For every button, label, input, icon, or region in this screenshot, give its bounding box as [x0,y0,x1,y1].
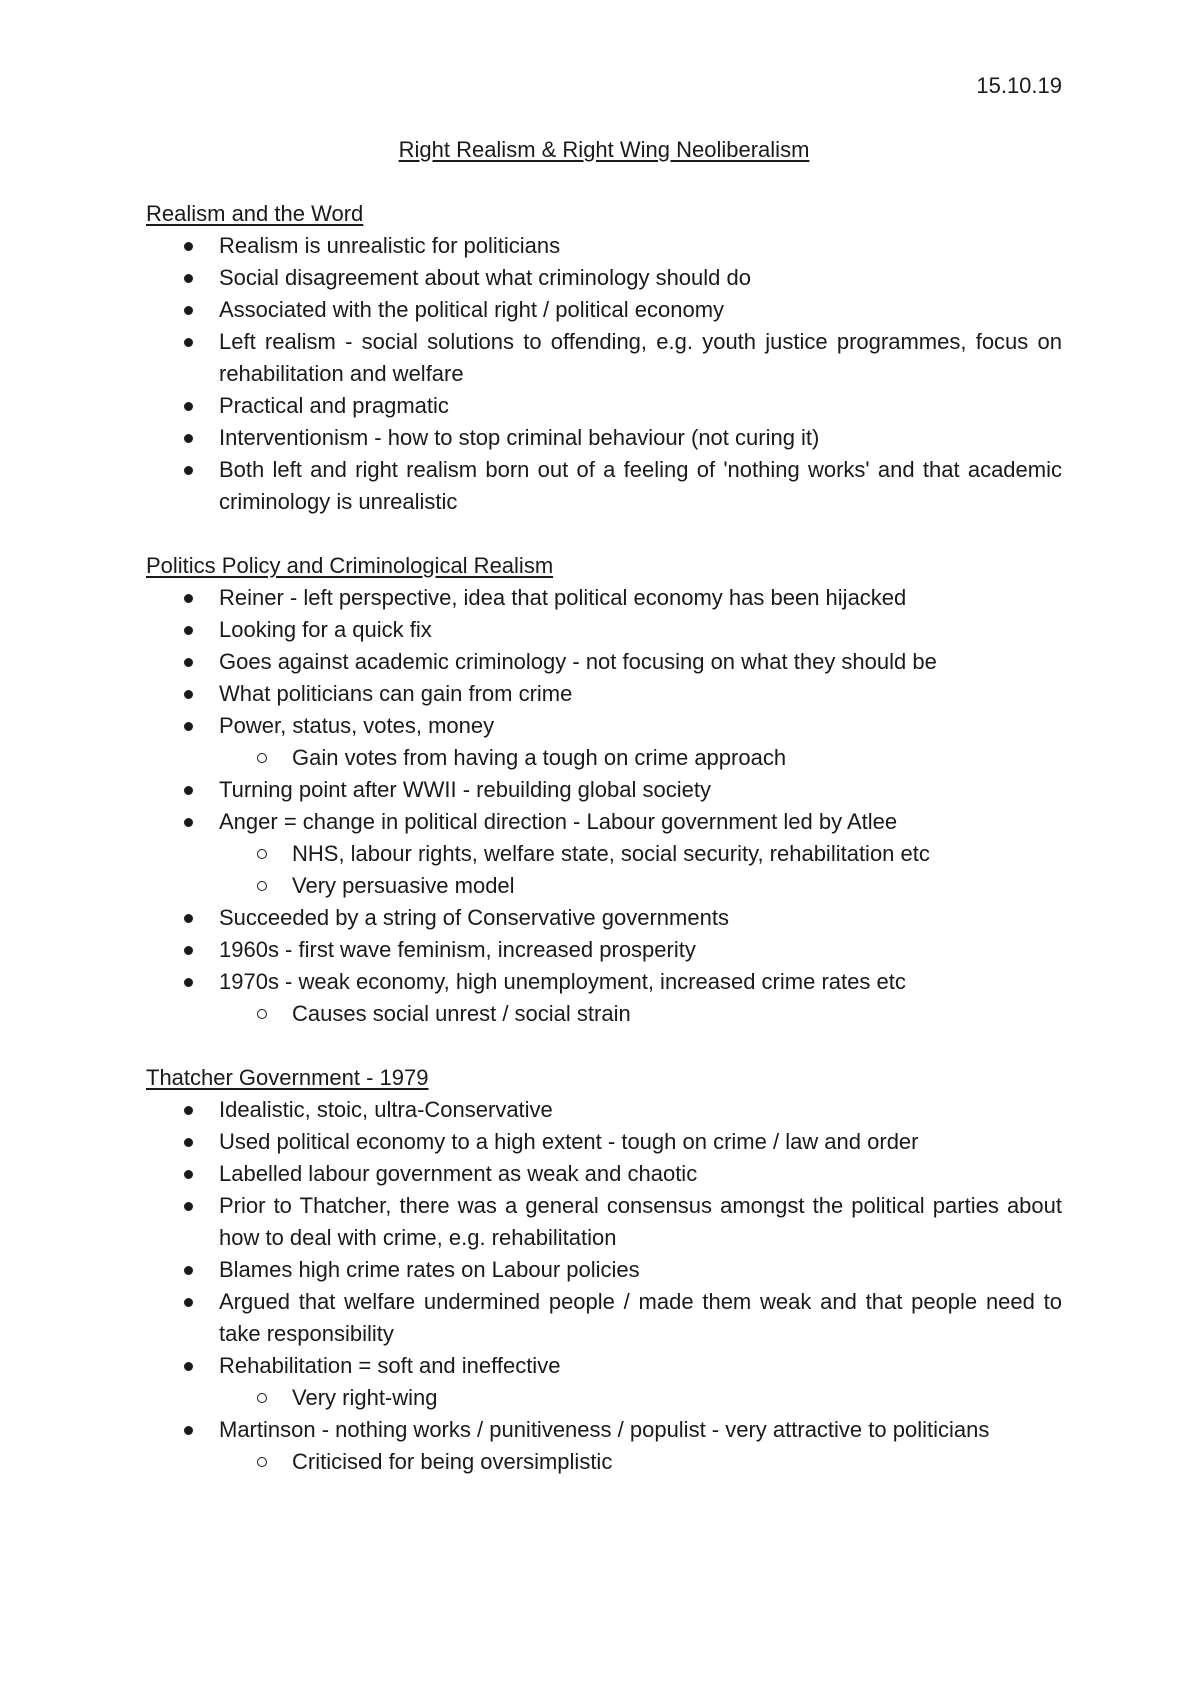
document-date: 15.10.19 [976,73,1062,98]
notes-body [146,198,1062,1478]
section-heading-text: Realism and the Word [146,201,364,226]
list-item-text: Associated with the political right / political economy [219,297,725,322]
hollow-bullet-icon [257,849,267,859]
list-item [146,262,1062,294]
filled-bullet-icon [184,306,193,315]
sub-list-item-text: Very right-wing [292,1385,438,1410]
list-item-text: Labelled labour government as weak and chaotic [219,1161,698,1186]
sub-list-item-text: Very persuasive model [292,873,515,898]
list-item [146,422,1062,454]
list-item [146,454,1062,518]
list-item-text: Interventionism - how to stop criminal behaviour (not curing it) [219,425,820,450]
filled-bullet-icon [184,434,193,443]
list-item [146,1126,1062,1158]
sub-bullet-list [219,998,1062,1030]
filled-bullet-icon [184,818,193,827]
list-item [146,1190,1062,1254]
list-item-text: 1970s - weak economy, high unemployment, increased crime rates etc [219,969,906,994]
list-item [146,294,1062,326]
list-item-text: Goes against academic criminology - not focusing on what they should be [219,649,937,674]
filled-bullet-icon [184,274,193,283]
filled-bullet-icon [184,722,193,731]
filled-bullet-icon [184,658,193,667]
sub-bullet-list [219,1382,1062,1414]
filled-bullet-icon [184,1426,193,1435]
list-item-text: Anger = change in political direction - Labour government led by Atlee [219,809,898,834]
list-item-text: Succeeded by a string of Conservative governments [219,905,729,930]
filled-bullet-icon [184,786,193,795]
filled-bullet-icon [184,626,193,635]
list-item [146,230,1062,262]
list-item [146,646,1062,678]
sub-bullet-list [219,742,1062,774]
section-2 [146,550,1062,1030]
list-item [146,902,1062,934]
bullet-list [146,1094,1062,1478]
filled-bullet-icon [184,466,193,475]
section-heading-text: Politics Policy and Criminological Realism [146,553,554,578]
filled-bullet-icon [184,914,193,923]
document-page [146,70,1062,1510]
list-item-text: 1960s - first wave feminism, increased prosperity [219,937,696,962]
sub-list-item [219,998,1062,1030]
list-item [146,582,1062,614]
filled-bullet-icon [184,1298,193,1307]
list-item-text: Idealistic, stoic, ultra-Conservative [219,1097,553,1122]
sub-list-item-text: Criticised for being oversimplistic [292,1449,613,1474]
filled-bullet-icon [184,1362,193,1371]
filled-bullet-icon [184,690,193,699]
sub-list-item-text: NHS, labour rights, welfare state, social security, rehabilitation etc [292,841,930,866]
list-item-text: Argued that welfare undermined people / made them weak and that people need to take responsibility [219,1289,1062,1346]
filled-bullet-icon [184,242,193,251]
filled-bullet-icon [184,1202,193,1211]
filled-bullet-icon [184,594,193,603]
list-item-text: Realism is unrealistic for politicians [219,233,561,258]
sub-list-item-text: Gain votes from having a tough on crime approach [292,745,787,770]
list-item-text: Looking for a quick fix [219,617,432,642]
document-title-text: Right Realism & Right Wing Neoliberalism [398,137,810,162]
hollow-bullet-icon [257,1009,267,1019]
list-item [146,1254,1062,1286]
list-item [146,326,1062,390]
sub-bullet-list [219,838,1062,902]
list-item [146,934,1062,966]
hollow-bullet-icon [257,753,267,763]
filled-bullet-icon [184,978,193,987]
list-item-text: Martinson - nothing works / punitiveness / populist - very attractive to politicians [219,1417,990,1442]
section-3 [146,1062,1062,1478]
filled-bullet-icon [184,1266,193,1275]
list-item [146,614,1062,646]
sub-list-item [219,1446,1062,1478]
hollow-bullet-icon [257,881,267,891]
list-item [146,1094,1062,1126]
bullet-list [146,582,1062,1030]
filled-bullet-icon [184,1138,193,1147]
hollow-bullet-icon [257,1393,267,1403]
list-item-text: Turning point after WWII - rebuilding global society [219,777,711,802]
filled-bullet-icon [184,1106,193,1115]
document-title [146,134,1062,166]
list-item [146,1286,1062,1350]
filled-bullet-icon [184,338,193,347]
list-item-text: Blames high crime rates on Labour policies [219,1257,640,1282]
list-item-text: Rehabilitation = soft and ineffective [219,1353,561,1378]
list-item-text: What politicians can gain from crime [219,681,573,706]
sub-list-item [219,742,1062,774]
sub-list-item [219,838,1062,870]
list-item [146,774,1062,806]
list-item-text: Practical and pragmatic [219,393,449,418]
section-heading [146,1062,1062,1094]
sub-list-item [219,870,1062,902]
sub-list-item-text: Causes social unrest / social strain [292,1001,631,1026]
sub-bullet-list [219,1446,1062,1478]
list-item-text: Prior to Thatcher, there was a general consensus amongst the political parties about how to deal with crime, e.g. rehabilitation [219,1193,1062,1250]
filled-bullet-icon [184,1170,193,1179]
list-item-text: Power, status, votes, money [219,713,495,738]
list-item [146,966,1062,1030]
list-item [146,390,1062,422]
list-item [146,1414,1062,1478]
sub-list-item [219,1382,1062,1414]
list-item-text: Reiner - left perspective, idea that political economy has been hijacked [219,585,907,610]
list-item [146,1158,1062,1190]
list-item-text: Used political economy to a high extent - tough on crime / law and order [219,1129,919,1154]
list-item-text: Social disagreement about what criminology should do [219,265,751,290]
bullet-list [146,230,1062,518]
list-item [146,1350,1062,1414]
list-item [146,710,1062,774]
list-item [146,806,1062,902]
section-heading [146,198,1062,230]
filled-bullet-icon [184,402,193,411]
list-item-text: Both left and right realism born out of a feeling of 'nothing works' and that academic criminology is unrealistic [219,457,1062,514]
list-item [146,678,1062,710]
hollow-bullet-icon [257,1457,267,1467]
list-item-text: Left realism - social solutions to offending, e.g. youth justice programmes, focus on rehabilitation and welfare [219,329,1062,386]
section-1 [146,198,1062,518]
section-heading [146,550,1062,582]
filled-bullet-icon [184,946,193,955]
section-heading-text: Thatcher Government - 1979 [146,1065,429,1090]
